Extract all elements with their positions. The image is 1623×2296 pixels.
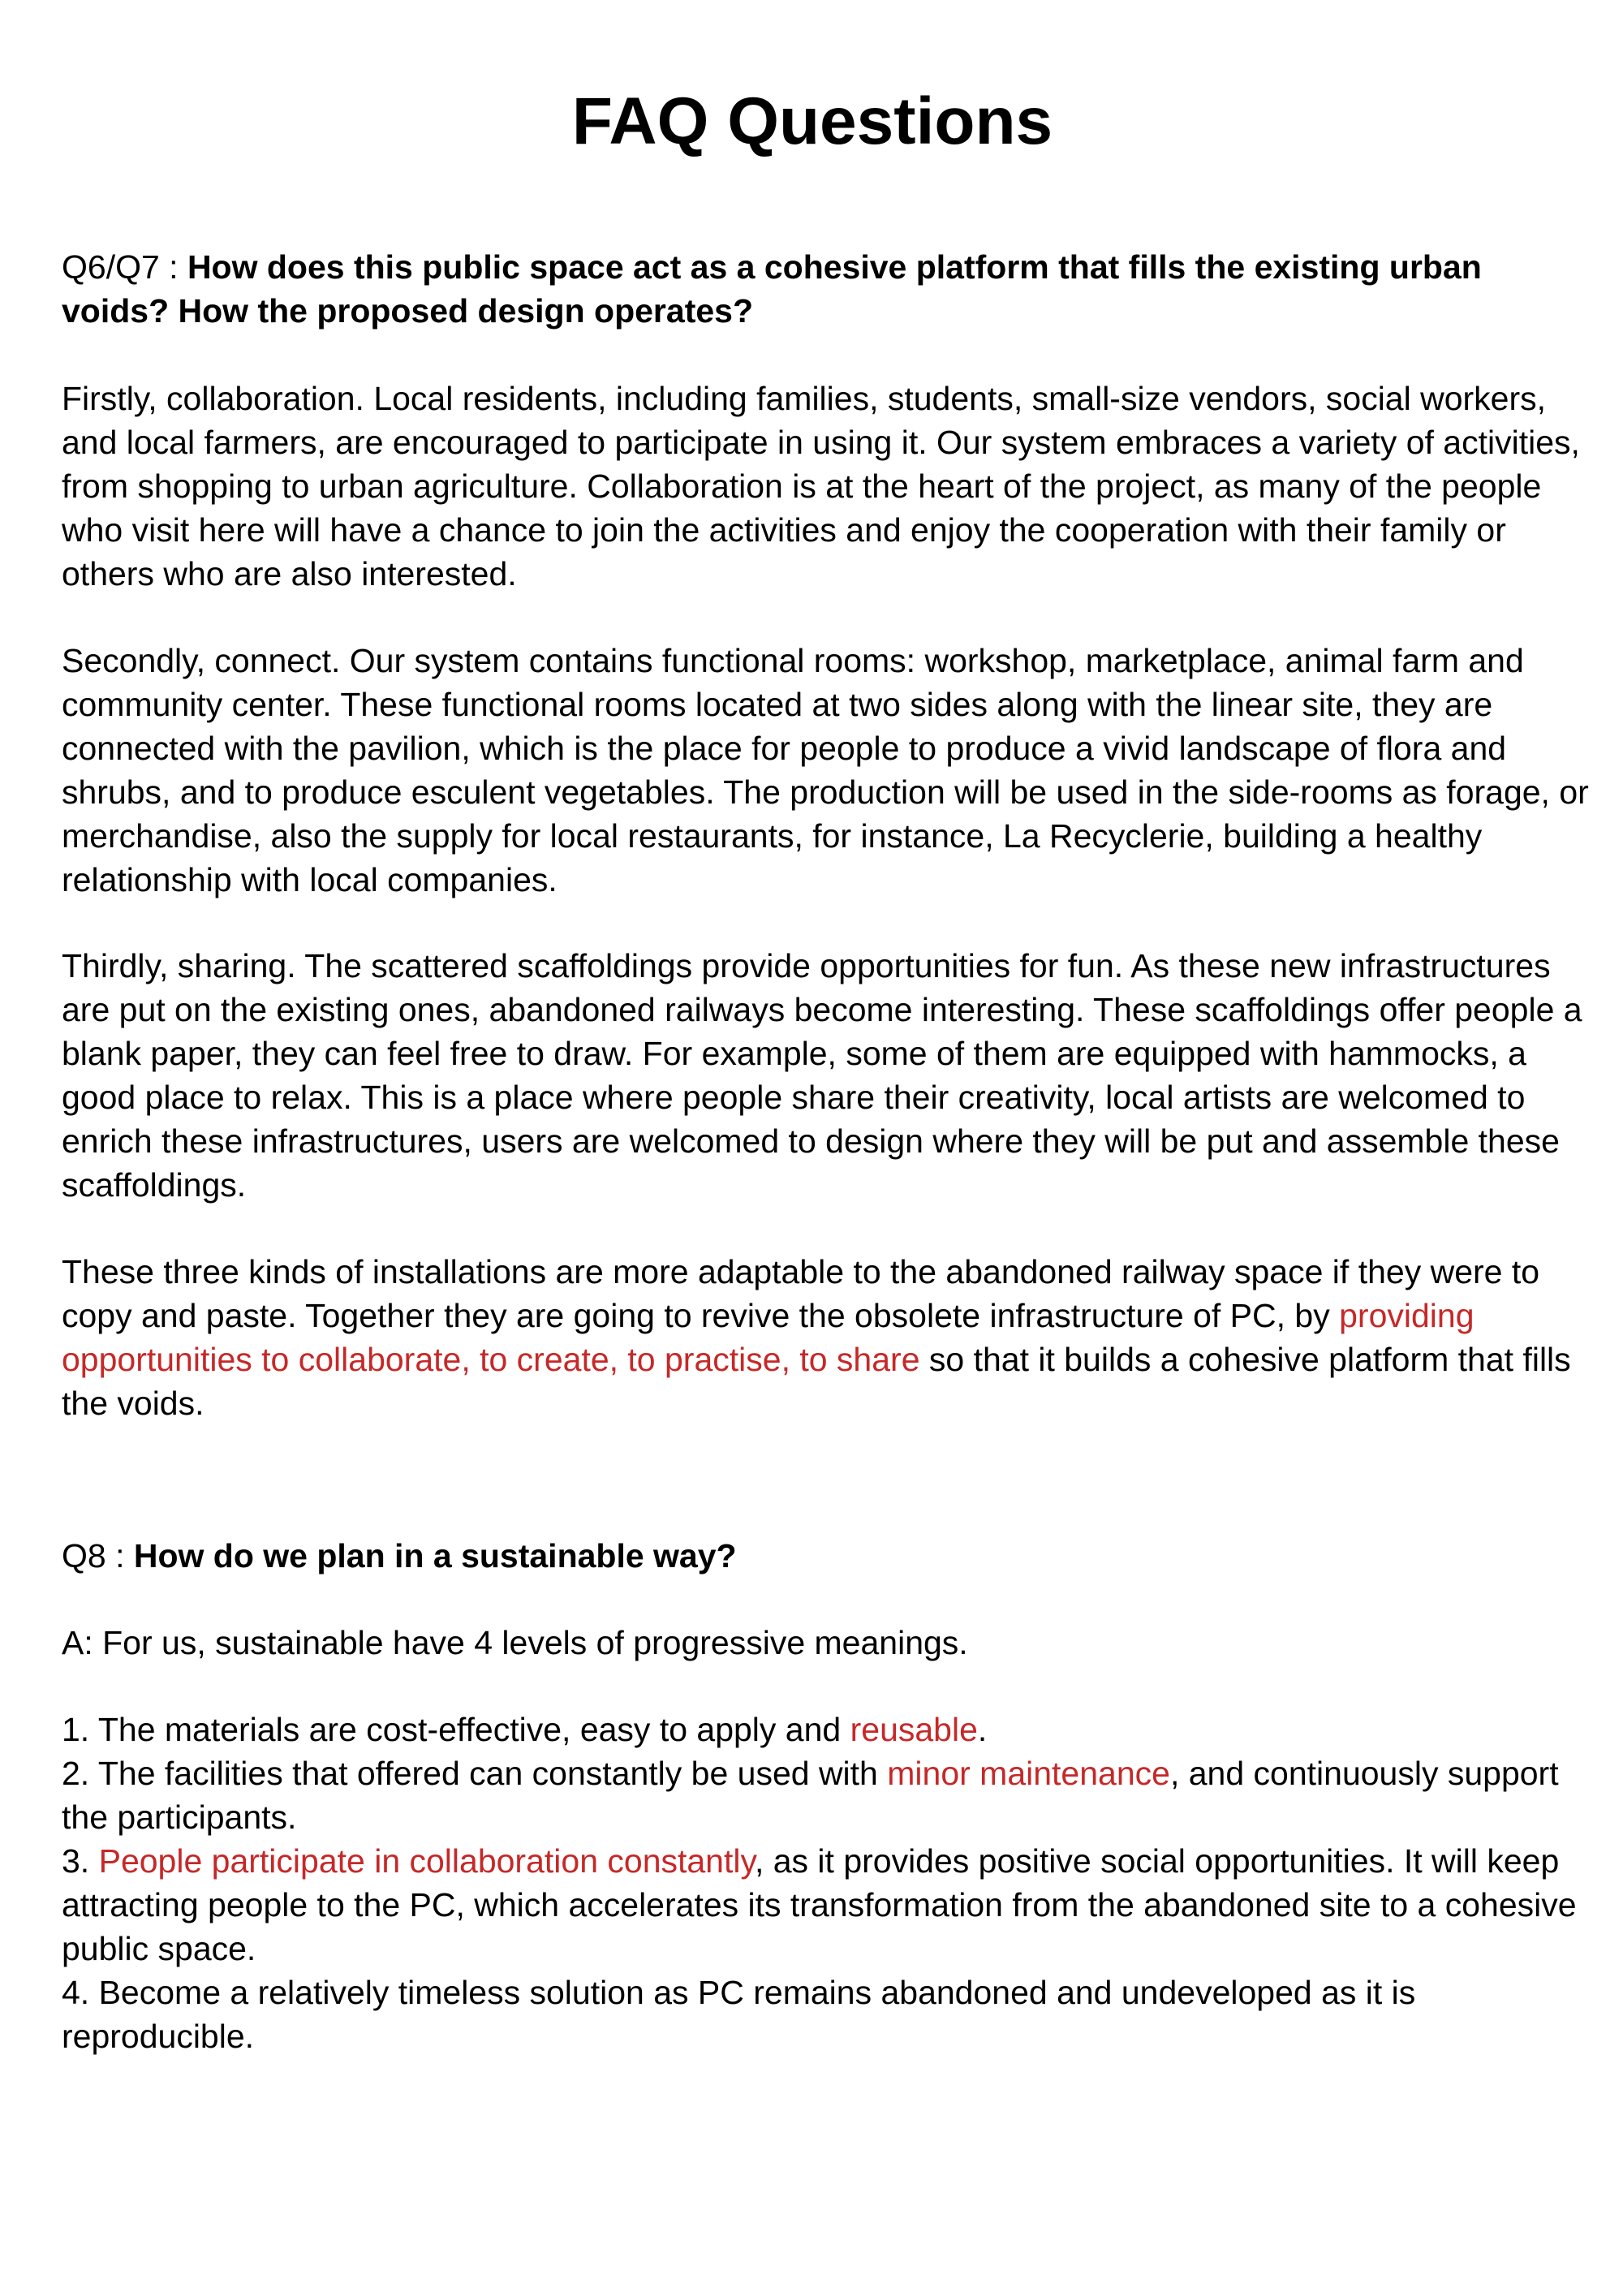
sustainability-list: [62, 1708, 1595, 2058]
list-item-4: 4. Become a relatively timeless solution as PC remains abandoned and undeveloped as it is reproducible.: [62, 1974, 1416, 2055]
summary-text: These three kinds of installations are more adaptable to the abandoned railway space if they were to copy and paste. Together they are going to revive the obsolete infrastructure of PC, by: [62, 1253, 1540, 1334]
highlighted-text: minor maintenance: [887, 1755, 1170, 1792]
highlighted-text: People participate in collaboration constantly: [98, 1842, 755, 1880]
answer-paragraph-connect: Secondly, connect. Our system contains functional rooms: workshop, marketplace, animal farm and community center. These functional rooms located at two sides along with the linear site, they are connected with the pavilion, which is the place for people to produce a vivid landscape of flora and shrubs, and to produce esculent vegetables. The production will be used in the side-rooms as forage, or merchandise, also the supply for local restaurants, for instance, La Recyclerie, building a healthy relationship with local companies.: [62, 642, 1589, 898]
question-number: Q6/Q7 :: [62, 248, 187, 286]
answer-paragraph-collaboration: Firstly, collaboration. Local residents, including families, students, small-size vendors, social workers, and local farmers, are encouraged to participate in using it. Our system embraces a variety of activities, from shopping to urban agriculture. Collaboration is at the heart of the project, as many of the people who visit here will have a chance to join the activities and enjoy the cooperation with their family or others who are also interested.: [62, 380, 1580, 592]
highlighted-text: providing opportunities to collaborate, to create, to practise, to share: [62, 1297, 1474, 1378]
answer-paragraph-sharing: Thirdly, sharing. The scattered scaffoldings provide opportunities for fun. As these new infrastructures are put on the existing ones, abandoned railways become interesting. These scaffoldings offer people a blank paper, they can feel free to draw. For example, some of them are equipped with hammocks, a good place to relax. This is a place where people share their creativity, local artists are welcomed to enrich these infrastructures, users are welcomed to design where they will be put and assemble these scaffoldings.: [62, 947, 1582, 1204]
faq-question-q8: [62, 1534, 1595, 1578]
highlighted-text: reusable: [850, 1711, 978, 1748]
answer-intro: A: For us, sustainable have 4 levels of progressive meanings.: [62, 1624, 968, 1661]
faq-question-q6-q7: [62, 245, 1595, 333]
page-title: FAQ Questions: [571, 84, 1053, 158]
summary-text-end: so that it builds a cohesive platform that fills the voids.: [62, 1341, 1571, 1422]
question-text: How does this public space act as a cohesive platform that fills the existing urban voids? How the proposed design operates?: [62, 248, 1482, 330]
list-item-2: 2. The facilities that offered can constantly be used with minor maintenance, and continuously support the participants.: [62, 1755, 1559, 1836]
question-text: How do we plan in a sustainable way?: [133, 1537, 737, 1574]
answer-paragraph-summary: [62, 1250, 1595, 1425]
list-item-1: 1. The materials are cost-effective, easy to apply and reusable.: [62, 1711, 988, 1748]
question-number: Q8 :: [62, 1537, 134, 1574]
list-item-3: 3. People participate in collaboration constantly, as it provides positive social opportunities. It will keep attracting people to the PC, which accelerates its transformation from the abandoned site to a cohesive public space.: [62, 1842, 1577, 1967]
